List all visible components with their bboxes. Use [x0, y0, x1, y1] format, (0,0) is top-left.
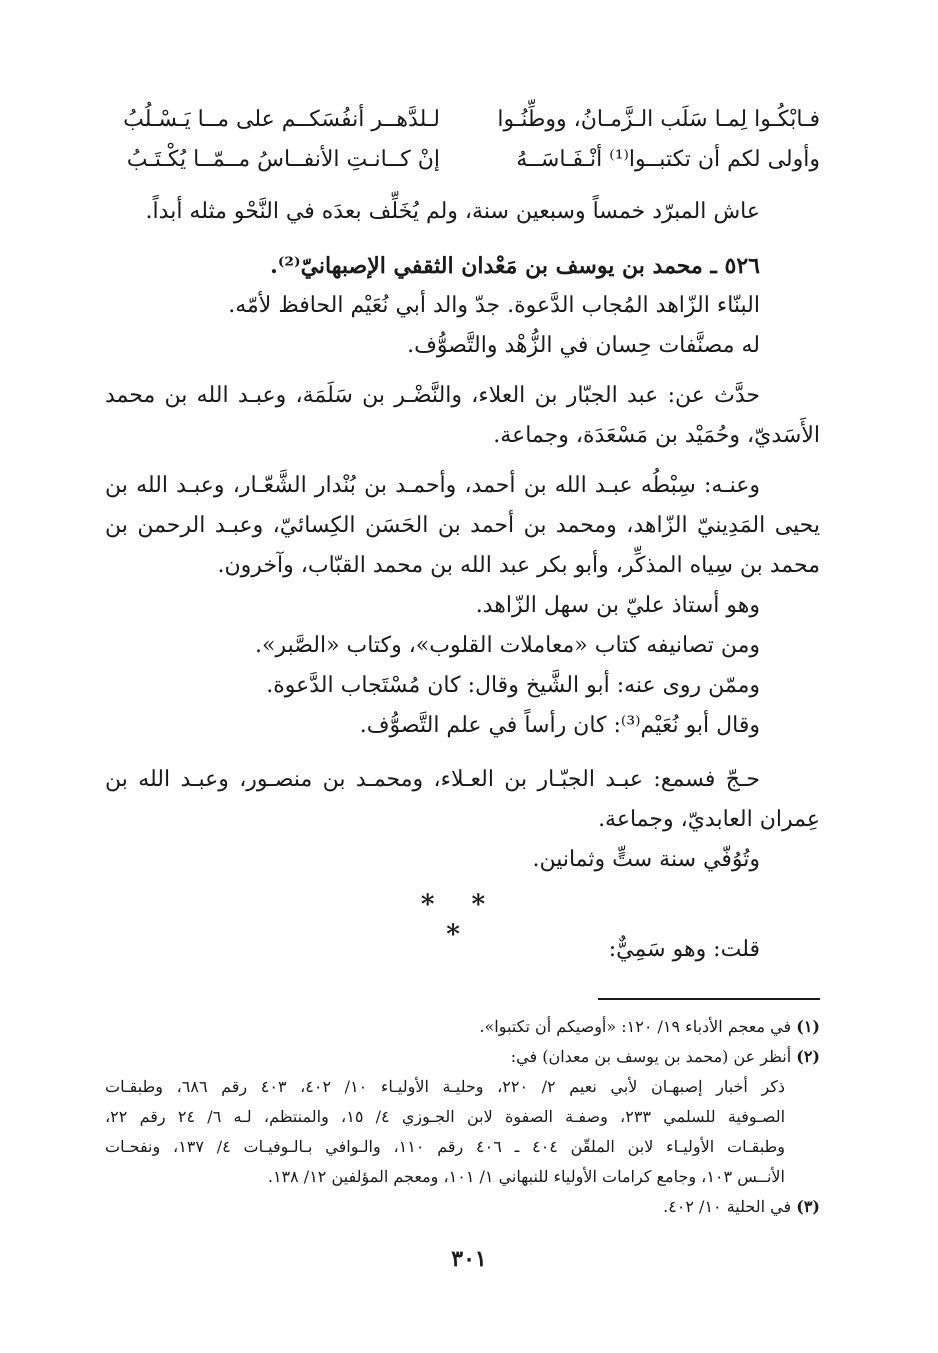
paragraph-writings: ومن تصانيفه كتاب «معاملات القلوب»، وكتاب «الصَّبر».	[254, 633, 760, 658]
verse-1-first-hemistich: فـابْكُـوا لِمـا سَلَب الـزَّمـانُ، ووطِّنُـوا	[497, 107, 820, 132]
footnote-3-text: في الحلية ١٠/ ٤٠٢.	[663, 1197, 792, 1216]
paragraph-works: له مصنَّفات حِسان في الزُّهْد والتَّصوُّف.	[407, 333, 760, 358]
footnote-2-line-4: الأنــس ١٠٣، وجامع كرامات الأولياء للنبهاني ١/ ١٠١، ومعجم المؤلفين ١٢/ ١٣٨.	[267, 1167, 785, 1186]
section-separator: * * *	[420, 890, 500, 950]
paragraph-narrated-from-line-1: حدَّث عن: عبد الجبّار بن العلاء، والنَّضْـر بن سَلَمَة، وعبـد الله بن محمد	[105, 383, 760, 408]
paragraph-students-line-1: وعنـه: سِبْطُه عبـد الله بن أحمد، وأحمـد بن بُنْدار الشَّعّـار، وعبـد الله بن	[105, 473, 760, 498]
paragraph-narrated-from-line-2: الأَسَديّ، وحُمَيْد بن مَسْعَدَة، وجماعة.	[493, 423, 820, 448]
footnote-2-line-3: وطبقـات الأوليـاء لابن الملقّن ٤٠٤ ـ ٤٠٦ رقم ١١٠، والـوافي بـالـوفيـات ٤/ ١٣٧، ونفحـات	[105, 1137, 786, 1156]
footnote-1-text: في معجم الأدباء ١٩/ ١٢٠: «أوصيكم أن تكتبوا».	[479, 1017, 792, 1036]
footnote-2-line-1: ذكر أخبار إصبهـان لأبي نعيم ٢/ ٢٢٠، وحليـة الأوليـاء ١٠/ ٤٠٢، ٤٠٣ رقم ٦٨٦، وطبقـات	[105, 1077, 786, 1096]
verse-1-second-hemistich: لـلدَّهــر أنفُسَكــم على مــا يَـسْـلُبُ	[123, 107, 440, 132]
paragraph-description: البنّاء الزّاهد المُجاب الدَّعوة. جدّ والد أبي نُعَيْم الحافظ لأمّه.	[228, 293, 760, 318]
footnote-2-text: أنظر عن (محمد بن يوسف بن معدان) في:	[510, 1047, 792, 1066]
footnote-2-line-2: الصـوفية للسلمي ٢٣٣، وصفـة الصفوة لابن الجـوزي ٤/ ١٥، والمنتظم، لـه ٦/ ٢٤ رقم ٢٢،	[105, 1107, 786, 1126]
paragraph-death: وتُوُفّي سنة ستٍّ وثمانين.	[532, 847, 760, 872]
paragraph-note: قلت: وهو سَمِيٌّ:	[608, 937, 760, 962]
footnote-divider	[598, 998, 820, 1000]
paragraph-students-line-2: يحيى المَدِينيّ الزّاهد، ومحمد بن أحمد بن الحَسَن الكِسائيّ، وعبـد الرحمن بن	[105, 513, 820, 538]
entry-heading: ٥٢٦ ـ محمد بن يوسف بن مَعْدان الثقفي الإصبهانيّ⁽²⁾.	[270, 253, 760, 279]
paragraph-students-line-3: محمد بن سِياه المذكِّر، وأبو بكر عبد الله بن محمد القبّاب، وآخرون.	[217, 553, 820, 578]
paragraph-hajj-line-2: عِمران العابديّ، وجماعة.	[598, 807, 820, 832]
footnote-3-number: (٣)	[796, 1197, 820, 1216]
paragraph-abu-al-shaykh: وممّن روى عنه: أبو الشَّيخ وقال: كان مُسْتَجاب الدَّعوة.	[266, 673, 760, 698]
footnote-3	[560, 1192, 820, 1222]
footnote-1	[380, 1012, 820, 1042]
verse-2-first-hemistich: وأولى لكم أن تكتبــوا⁽¹⁾ أنْـفَـاسَــهُ	[516, 147, 820, 172]
footnote-1-number: (١)	[796, 1017, 820, 1036]
page-number: ٣٠١	[451, 1246, 487, 1272]
footnote-2	[420, 1042, 820, 1072]
paragraph-hajj-line-1: حـجّ فسمع: عبـد الجبّـار بن العـلاء، ومحمـد بن منصـور، وعبـد الله بن	[105, 767, 760, 792]
paragraph-abu-nuaym: وقال أبو نُعَيْم⁽³⁾: كان رأساً في علم التَّصوُّف.	[359, 713, 760, 738]
verse-2-second-hemistich: إنْ كــانـتِ الأنفــاسُ مــمّــا يُكْـتَـبُ	[126, 147, 440, 172]
paragraph-teacher-of: وهو أستاذ عليّ بن سهل الزّاهد.	[475, 593, 760, 618]
footnote-2-number: (٢)	[796, 1047, 820, 1066]
paragraph-mubarrad: عاش المبرّد خمساً وسبعين سنة، ولم يُخَلِّف بعدَه في النَّحْو مثله أبداً.	[145, 199, 760, 224]
